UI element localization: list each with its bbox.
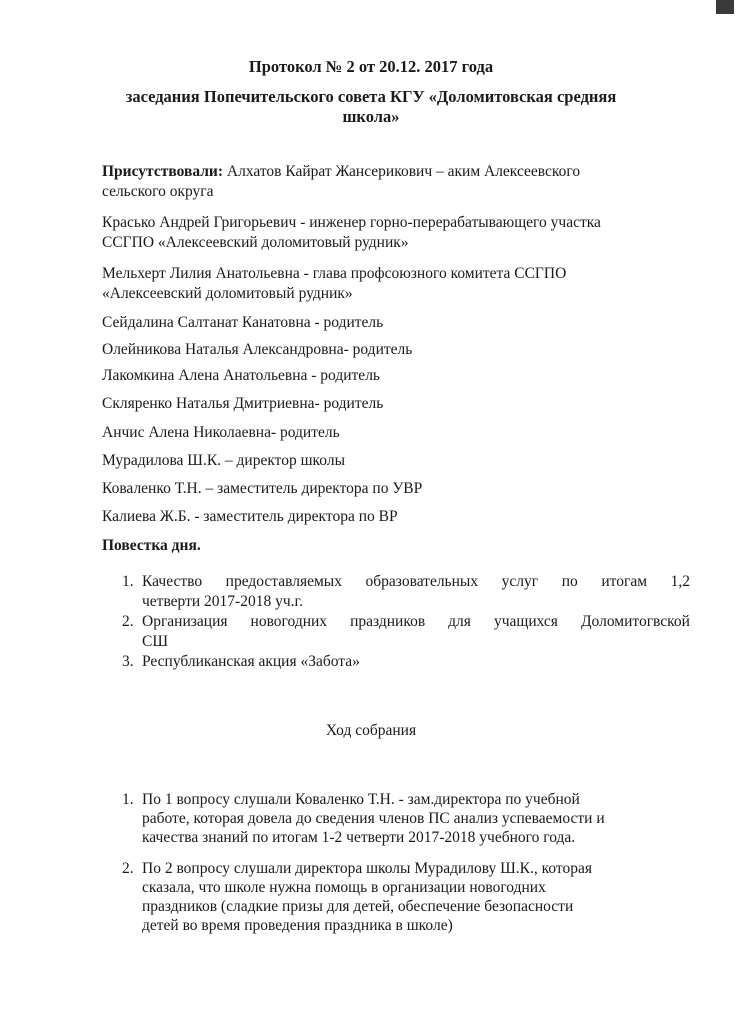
agenda-heading: Повестка дня. <box>102 537 201 554</box>
attendee-line <box>102 162 580 182</box>
agenda-list <box>122 572 690 672</box>
proceedings-item-1-cont: работе, которая довела до сведения членов ПС анализ успеваемости и <box>142 810 605 827</box>
attendee-3: Мельхерт Лилия Анатольевна - глава профсоюзного комитета ССГПО <box>102 265 567 282</box>
agenda-item-2-cont: СШ <box>142 633 168 650</box>
protocol-title: Протокол № 2 от 20.12. 2017 года <box>248 57 494 76</box>
agenda-number-1: 1. <box>122 573 134 590</box>
attendee-3-cont: «Алексеевский доломитовый рудник» <box>102 285 353 302</box>
agenda-number-2: 2. <box>122 613 134 630</box>
attendee-9: Мурадилова Ш.К. – директор школы <box>102 452 345 469</box>
attendee-5: Олейникова Наталья Александровна- родитель <box>102 341 413 358</box>
attendee-10: Коваленко Т.Н. – заместитель директора по УВР <box>102 480 423 497</box>
meeting-subtitle: заседания Попечительского совета КГУ «Доломитовская средняя <box>125 87 617 106</box>
proceedings-number-2: 2. <box>122 860 134 877</box>
attendees-label: Присутствовали: <box>102 163 224 180</box>
proceedings-item-2-cont: сказала, что школе нужна помощь в организации новогодних <box>142 879 546 896</box>
attendee-8: Анчис Алена Николаевна- родитель <box>102 424 340 441</box>
proceedings-item-2-cont2: праздников (сладкие призы для детей, обеспечение безопасности <box>142 898 574 915</box>
proceedings-item-2: По 2 вопросу слушали директора школы Мурадилову Ш.К., которая <box>142 860 593 877</box>
attendee-1-cont: сельского округа <box>102 183 214 200</box>
attendee-2: Красько Андрей Григорьевич - инженер горно-перерабатывающего участка <box>102 214 601 231</box>
scan-edge-mark <box>716 0 734 14</box>
attendee-6: Лакомкина Алена Анатольевна - родитель <box>102 367 380 384</box>
attendee-2-cont: ССГПО «Алексеевский доломитовый рудник» <box>102 234 409 251</box>
meeting-subtitle-cont: школа» <box>342 107 400 126</box>
agenda-item-1-cont: четверти 2017-2018 уч.г. <box>142 593 303 610</box>
agenda-item-2: Организация новогодних праздников для учащихся Доломитогвской <box>142 613 690 630</box>
proceedings-item-1: По 1 вопросу слушали Коваленко Т.Н. - зам.директора по учебной <box>142 791 580 808</box>
proceedings-item-2-cont3: детей во время проведения праздника в школе) <box>142 917 453 934</box>
agenda-item-3: Республиканская акция «Забота» <box>142 653 360 670</box>
proceedings-list <box>122 790 682 950</box>
agenda-number-3: 3. <box>122 653 134 670</box>
attendee-4: Сейдалина Салтанат Канатовна - родитель <box>102 314 384 331</box>
attendee-1: Алхатов Кайрат Жансерикович – аким Алексеевского <box>223 163 581 180</box>
agenda-item-1: Качество предоставляемых образовательных услуг по итогам 1,2 <box>142 573 690 590</box>
proceedings-item-1-cont2: качества знаний по итогам 1-2 четверти 2017-2018 учебного года. <box>142 829 576 846</box>
attendee-11: Калиева Ж.Б. - заместитель директора по ВР <box>102 508 398 525</box>
attendee-7: Скляренко Наталья Дмитриевна- родитель <box>102 395 384 412</box>
proceedings-heading: Ход собрания <box>325 722 417 739</box>
proceedings-number-1: 1. <box>122 791 134 808</box>
